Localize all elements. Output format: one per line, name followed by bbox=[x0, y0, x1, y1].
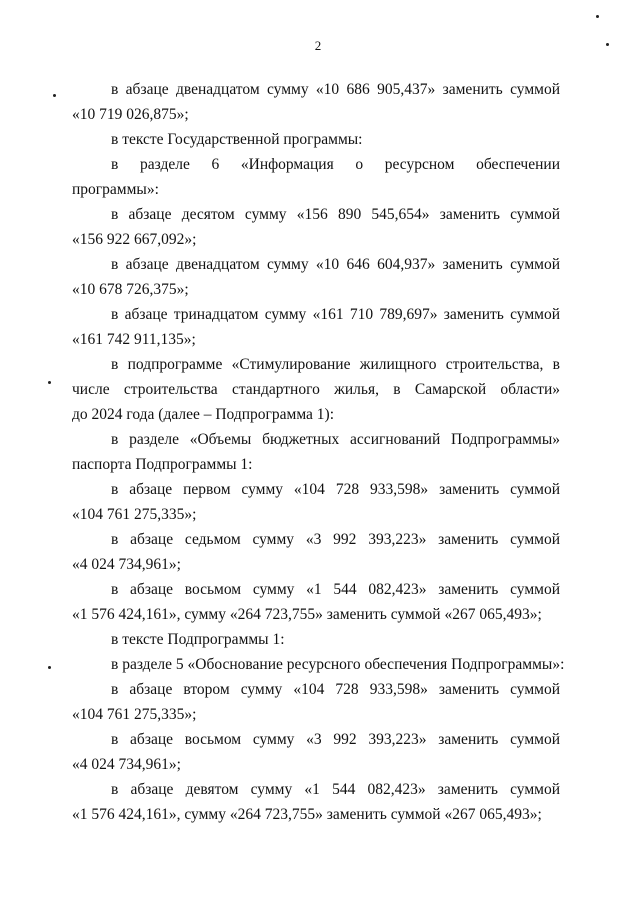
scan-speck bbox=[596, 15, 599, 18]
text-line: в абзаце тринадцатом сумму «161 710 789,697» заменить суммой bbox=[111, 306, 560, 323]
paragraph bbox=[72, 627, 560, 652]
paragraph bbox=[72, 77, 560, 127]
text-line: в абзаце первом сумму «104 728 933,598» заменить суммой bbox=[111, 481, 560, 498]
paragraph bbox=[72, 477, 560, 527]
text-line: «10 719 026,875»; bbox=[72, 106, 189, 123]
text-line: в абзаце двенадцатом сумму «10 646 604,937» заменить суммой bbox=[111, 256, 560, 273]
paragraph bbox=[72, 677, 560, 727]
text-line: «161 742 911,135»; bbox=[72, 331, 196, 348]
scan-speck bbox=[53, 94, 56, 97]
scan-speck bbox=[48, 381, 51, 384]
paragraph bbox=[72, 727, 560, 777]
text-line: в абзаце десятом сумму «156 890 545,654» заменить суммой bbox=[111, 206, 560, 223]
paragraph bbox=[72, 152, 560, 202]
scan-speck bbox=[48, 666, 51, 669]
paragraph bbox=[72, 302, 560, 352]
text-line: «104 761 275,335»; bbox=[72, 706, 197, 723]
text-line: в абзаце девятом сумму «1 544 082,423» заменить суммой bbox=[111, 781, 560, 798]
paragraph bbox=[72, 352, 560, 427]
text-line: в разделе 5 «Обоснование ресурсного обеспечения Подпрограммы»: bbox=[111, 656, 565, 673]
text-line: «156 922 667,092»; bbox=[72, 231, 197, 248]
text-line: «1 576 424,161», сумму «264 723,755» заменить суммой «267 065,493»; bbox=[72, 806, 542, 823]
text-line: «104 761 275,335»; bbox=[72, 506, 197, 523]
paragraph bbox=[72, 202, 560, 252]
text-line: в абзаце восьмом сумму «3 992 393,223» заменить суммой bbox=[111, 731, 560, 748]
page-number: 2 bbox=[314, 38, 322, 53]
text-line: в абзаце восьмом сумму «1 544 082,423» заменить суммой bbox=[111, 581, 560, 598]
text-line: паспорта Подпрограммы 1: bbox=[72, 456, 253, 473]
paragraph bbox=[72, 577, 560, 627]
text-line: «10 678 726,375»; bbox=[72, 281, 189, 298]
paragraph bbox=[72, 252, 560, 302]
paragraph bbox=[72, 427, 560, 477]
text-line: в тексте Подпрограммы 1: bbox=[111, 631, 285, 648]
text-line: в разделе 6 «Информация о ресурсном обеспечении bbox=[111, 156, 560, 173]
paragraph bbox=[72, 652, 565, 677]
text-line: «4 024 734,961»; bbox=[72, 756, 181, 773]
paragraph bbox=[72, 127, 560, 152]
paragraph bbox=[72, 527, 560, 577]
text-line: программы»: bbox=[72, 181, 159, 198]
text-line: в подпрограмме «Стимулирование жилищного строительства, в bbox=[111, 356, 560, 373]
text-line: числе строительства стандартного жилья, в Самарской области» bbox=[72, 381, 560, 398]
text-line: в абзаце седьмом сумму «3 992 393,223» заменить суммой bbox=[111, 531, 560, 548]
document-body bbox=[72, 77, 565, 827]
text-line: до 2024 года (далее – Подпрограмма 1): bbox=[72, 406, 335, 423]
text-line: в абзаце двенадцатом сумму «10 686 905,437» заменить суммой bbox=[111, 81, 560, 98]
text-line: в тексте Государственной программы: bbox=[111, 131, 363, 148]
text-line: в разделе «Объемы бюджетных ассигнований Подпрограммы» bbox=[111, 431, 560, 448]
paragraph bbox=[72, 777, 560, 827]
text-line: «1 576 424,161», сумму «264 723,755» заменить суммой «267 065,493»; bbox=[72, 606, 542, 623]
text-line: в абзаце втором сумму «104 728 933,598» заменить суммой bbox=[111, 681, 560, 698]
scan-speck bbox=[606, 43, 609, 46]
text-line: «4 024 734,961»; bbox=[72, 556, 181, 573]
